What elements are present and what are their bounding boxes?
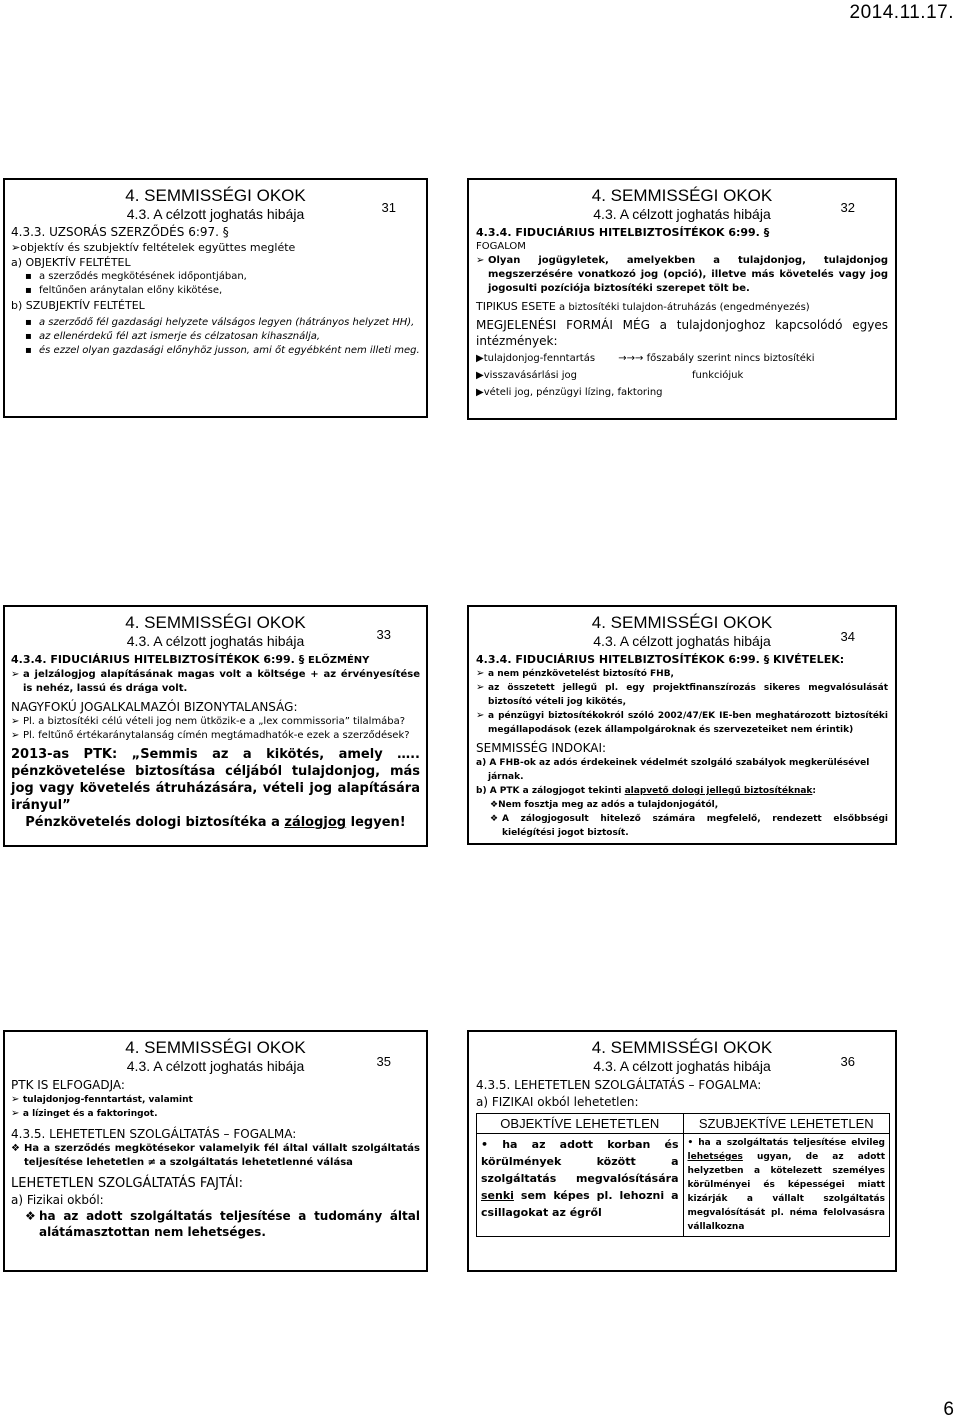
arrow-bullet-icon: ➢ [476,682,485,693]
cell-text-tail: ugyan, de az adott helyzetben a kötelezett személyes körülményei és képességei miatt kizárják a vállalt szolgáltatás megvalósítását pl. néma felolvasásra vállalkozna [687,1152,885,1232]
triangle-bullet-icon: ▶ [476,353,484,364]
heading: SEMMISSÉG INDOKAI: [476,741,607,755]
heading: a) Fizikai okból: [11,1193,104,1207]
slide-number: 34 [840,629,855,644]
list-item: a szerződő fél gazdasági helyzete válságos legyen (hátrányos helyzet HH), [39,317,415,328]
text-line: MEGJELENÉSI FORMÁI MÉG a tulajdonjoghoz kapcsolódó egyes intézmények: [476,318,888,348]
slide-31 [3,178,428,418]
section-heading: 4.3.4. FIDUCIÁRIUS HITELBIZTOSÍTÉKOK 6:99. § [11,653,305,666]
cell-text-tail: sem képes pl. lehozni a csillagokat az égről [481,1189,679,1219]
slide-subtitle: 4.3. A célzott joghatás hibája [593,206,771,222]
table-cell [477,1134,684,1237]
definition-text: Olyan jogügyletek, amelyekben a tulajdonjog, tulajdonjog megszerzésére vonatkozó jog (opció), illetve más követelés vagy jog jogosulti pozíciója biztosítéki szerepet tölt be. [488,255,888,294]
diamond-bullet-icon: ❖ [25,1209,36,1223]
square-bullet-icon: ▪ [25,317,32,328]
definition-text: Ha a szerződés megkötésekor valamelyik fél által vállalt szolgáltatás teljesítése lehetetlen ≠ a szolgáltatás lehetetlenné válása [24,1143,420,1168]
list-item: a lízinget és a faktoringot. [22,1109,158,1119]
slide-title: 4. SEMMISSÉGI OKOK [125,186,306,205]
arrow-bullet-icon: ➢ [11,241,21,254]
section-heading: 4.3.4. FIDUCIÁRIUS HITELBIZTOSÍTÉKOK 6:99. § KIVÉTELEK: [476,653,845,666]
list-item: Nem fosztja meg az adós a tulajdonjogától, [498,800,719,810]
section-heading: 4.3.5. LEHETETLEN SZOLGÁLTATÁS – FOGALMA: [476,1078,762,1092]
label: FOGALOM [476,241,526,252]
triangle-bullet-icon: ▶ [476,370,484,381]
bullet-icon: • [481,1138,489,1151]
list-item: feltűnően aránytalan előny kikötése, [39,285,223,296]
triangle-bullet-icon: ▶ [476,387,484,398]
conclusion-text: Pénzkövetelés dologi biztosítéka a [25,815,285,830]
section-heading: 4.3.4. FIDUCIÁRIUS HITELBIZTOSÍTÉKOK 6:99. § [476,226,770,239]
cell-emph: senki [481,1189,514,1202]
list-item: vételi jog, pénzügyi lízing, faktoring [483,387,663,398]
square-bullet-icon: ▪ [25,285,32,296]
arrow-bullet-icon: ➢ [11,1094,20,1105]
sub-heading: a) FIZIKAI okból lehetetlen: [476,1095,639,1109]
text-line: a biztosítéki tulajdon-átruházás (engedményezés) [559,302,810,313]
slide-32 [467,178,897,420]
slide-subtitle: 4.3. A célzott joghatás hibája [126,1058,305,1074]
slide-number: 33 [376,627,391,642]
column-header: SZUBJEKTÍVE LEHETETLEN [683,1114,890,1134]
slide-subtitle: 4.3. A célzott joghatás hibája [593,633,771,649]
cell-text: ha a szolgáltatás teljesítése elvileg [698,1138,885,1148]
page-number: 6 [943,1399,954,1420]
arrow-bullet-icon: ➢ [476,710,485,721]
slide-number: 31 [381,200,396,215]
slide-34 [467,605,897,845]
list-item: tulajdonjog-fenntartás [483,353,596,364]
slide-number: 35 [376,1054,391,1069]
slide-title: 4. SEMMISSÉGI OKOK [591,186,773,205]
heading: 4.3.5. LEHETETLEN SZOLGÁLTATÁS – FOGALMA: [11,1127,297,1141]
arrow-bullet-icon: ➢ [11,669,20,680]
text-line: funkciójuk [692,370,744,381]
diamond-bullet-icon: ❖ [490,814,499,824]
slide-subtitle: 4.3. A célzott joghatás hibája [126,206,305,222]
slide-title: 4. SEMMISSÉGI OKOK [591,1038,773,1057]
heading: LEHETETLEN SZOLGÁLTATÁS FAJTÁI: [11,1176,243,1191]
arrow-bullet-icon: ➢ [11,716,20,727]
list-item: A zálogjogosult hitelező számára megfelelő, rendezett elsőbbségi kielégítési jogot biztosít. [502,814,888,838]
list-item: a pénzügyi biztosítékokról szóló 2002/47/EK IE-ben meghatározott biztosítéki megállapodások (ezek állampolgároknak és szervezeteiket nem érintik) [488,711,888,735]
list-item: tulajdonjog-fenntartást, valamint [22,1095,193,1105]
list-item: visszavásárlási jog [483,370,578,381]
text-line: főszabály szerint nincs biztosítéki [646,353,815,364]
arrow-bullet-icon: ➢ [476,255,485,266]
heading: NAGYFOKÚ JOGALKALMAZÓI BIZONYTALANSÁG: [11,700,298,714]
list-item: és ezzel olyan gazdasági előnyhöz jusson, ami őt egyébként nem illeti meg. [39,345,420,356]
header-date: 2014.11.17. [849,2,954,23]
ptk-quote: 2013-as PTK: „Semmis az a kikötés, amely ….. pénzkövetelése biztosítása céljából tulajdonjog, más jog vagy követelés átruházására, vételi jog alapítására irányul” [11,747,420,813]
column-header: OBJEKTÍVE LEHETETLEN [477,1114,684,1134]
slide-title: 4. SEMMISSÉGI OKOK [591,613,773,632]
diamond-bullet-icon: ❖ [11,1143,20,1154]
slide-36 [467,1030,897,1272]
bullet-icon: • [687,1138,694,1148]
slide-number: 32 [840,200,855,215]
slide-33 [3,605,428,847]
reason-a: a) A FHB-ok az adós érdekeinek védelmét szolgáló szabályok megkerülésével járnak. [476,758,870,782]
slide-subtitle: 4.3. A célzott joghatás hibája [593,1058,771,1074]
list-item: az ellenérdekű fél azt ismerje és célzatosan kihasználja, [39,331,321,342]
diamond-bullet-icon: ❖ [490,800,499,810]
reason-b-emph: alapvető dologi jellegű biztosítéknak [624,786,813,796]
list-item: az összetett jellegű pl. egy projektfinanszírozás sikeres megvalósulását biztosító vételi jog kikötés, [488,683,888,707]
slide-35 [3,1030,428,1272]
list-item: a szerződés megkötésének időpontjában, [39,271,247,282]
reason-b: b) A PTK a zálogjogot tekinti [476,786,625,796]
cell-emph: lehetséges [687,1152,743,1162]
question-text: Pl. feltűnő értékaránytalanság címén megtámadhatók-e ezek a szerződések? [23,730,410,741]
section-heading: 4.3.3. UZSORÁS SZERZŐDÉS 6:97. § [11,225,229,239]
arrow-bullet-icon: ➢ [11,730,20,741]
slide-title: 4. SEMMISSÉGI OKOK [125,613,306,632]
square-bullet-icon: ▪ [25,345,32,356]
list-item: a nem pénzkövetelést biztosító FHB, [488,669,674,679]
section-tail: ELŐZMÉNY [308,655,370,666]
arrow-bullet-icon: ➢ [476,668,485,679]
text-line: objektív és szubjektív feltételek együttes megléte [20,241,296,254]
conclusion-tail: legyen! [346,815,406,830]
cell-text: ha az adott korban és körülmények között a szolgáltatás megvalósítására [481,1138,679,1185]
comparison-table [476,1113,890,1237]
heading: PTK IS ELFOGADJA: [11,1078,125,1092]
definition-text: ha az adott szolgáltatás teljesítése a tudomány által alátámasztottan nem lehetséges. [39,1209,420,1239]
text-line: a jelzálogjog alapításának magas volt a költsége + az érvényesítése is nehéz, lassú és drága volt. [23,669,420,694]
label: TIPIKUS ESETE [476,300,556,313]
arrow-bullet-icon: ➢ [11,1108,20,1119]
slide-subtitle: 4.3. A célzott joghatás hibája [126,633,305,649]
square-bullet-icon: ▪ [25,271,32,282]
slide-title: 4. SEMMISSÉGI OKOK [125,1038,306,1057]
text-line: a) OBJEKTÍV FELTÉTEL [11,256,131,269]
conclusion-emph: zálogjog [284,815,347,830]
reason-b-tail: : [812,786,817,796]
square-bullet-icon: ▪ [25,331,32,342]
table-cell [683,1134,890,1237]
slide-number: 36 [840,1054,855,1069]
question-text: Pl. a biztosítéki célú vételi jog nem ütközik-e a „lex commissoria” tilalmába? [23,716,406,727]
arrows-icon: →→→ [618,353,644,364]
text-line: b) SZUBJEKTÍV FELTÉTEL [11,299,145,312]
